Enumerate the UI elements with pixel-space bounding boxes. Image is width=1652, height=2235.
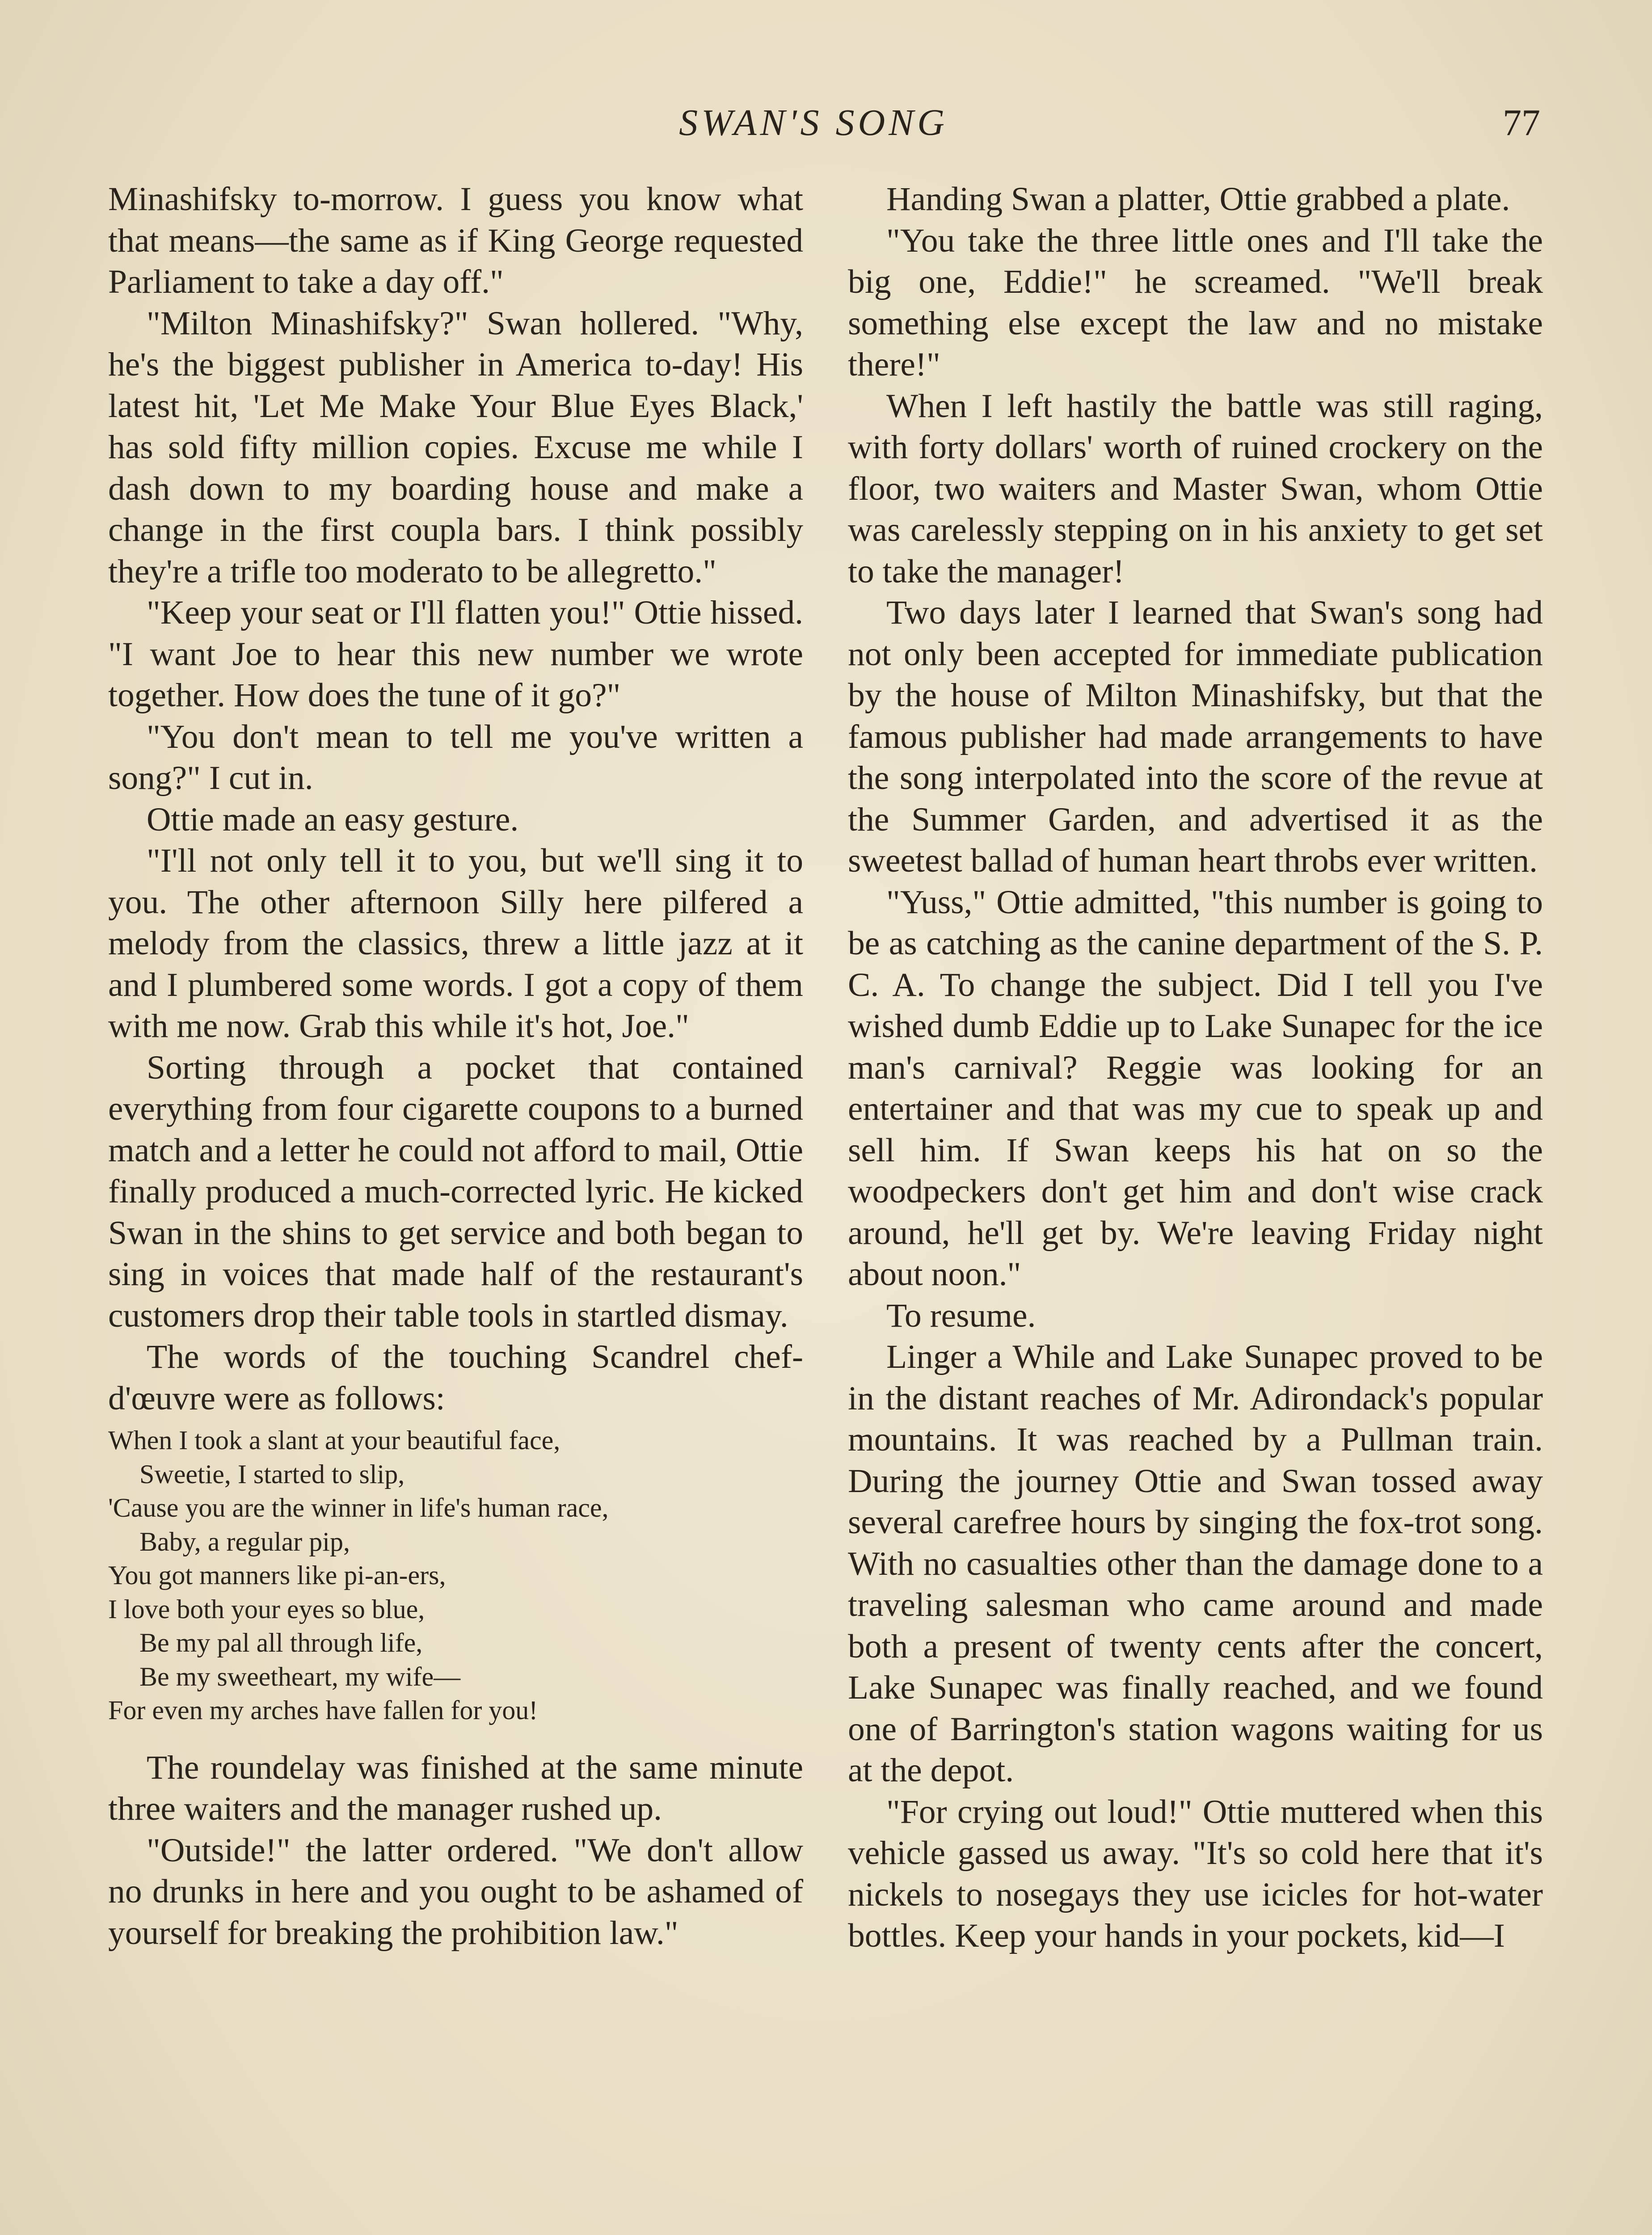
paragraph: "You take the three little ones and I'll take the big one, Eddie!" he screamed. "We'll break something else except the law and no mistake there!" (848, 222, 1543, 383)
paragraph: When I left hastily the battle was still raging, with forty dollars' worth of ruined crockery on the floor, two waiters and Master Swan, whom Ottie was carelessly stepping on in his anxiety to get set to take the manager! (848, 387, 1543, 590)
verse-line: For even my arches have fallen for you! (108, 1695, 538, 1725)
paragraph: "Keep your seat or I'll flatten you!" Ottie hissed. "I want Joe to hear this new number we wrote together. How does the tune of it go?" (108, 594, 803, 714)
paragraph: Handing Swan a platter, Ottie grabbed a plate. (886, 181, 1510, 218)
verse-line: You got manners like pi-an-ers, (108, 1560, 446, 1590)
paragraph: Linger a While and Lake Sunapec proved to be in the distant reaches of Mr. Adirondack's popular mountains. It was reached by a Pullman train. During the journey Ottie and Swan tossed away several carefree hours by singing the fox-trot song. With no casualties other than the damage done to a traveling salesman who came around and made both a present of twenty cents after the concert, Lake Sunapec was finally reached, and we found one of Barrington's station wagons waiting for us at the depot. (848, 1338, 1543, 1789)
right-column (848, 179, 1543, 1957)
verse-line: Be my pal all through life, (139, 1628, 423, 1657)
paragraph: "You don't mean to tell me you've written a song?" I cut in. (108, 718, 803, 797)
paragraph: "Yuss," Ottie admitted, "this number is going to be as catching as the canine department of the S. P. C. A. To change the subject. Did I tell you I've wished dumb Eddie up to Lake Sunapec for the ice man's carnival? Reggie was looking for an entertainer and that was my cue to speak up and sell him. If Swan keeps his hat on so the woodpeckers don't get him and don't wise crack around, he'll get by. We're leaving Friday night about noon." (848, 883, 1543, 1293)
verse-line: 'Cause you are the winner in life's human race, (108, 1493, 609, 1522)
song-lyrics (108, 1424, 803, 1728)
paragraph: "For crying out loud!" Ottie muttered when this vehicle gassed us away. "It's so cold here that it's nickels to nosegays they use icicles for hot-water bottles. Keep your hands in your pockets, kid—I (848, 1793, 1543, 1954)
paragraph: "Milton Minashifsky?" Swan hollered. "Why, he's the biggest publisher in America to-day! His latest hit, 'Let Me Make Your Blue Eyes Black,' has sold fifty million copies. Excuse me while I dash down to my boarding house and make a change in the first coupla bars. I think possibly they're a trifle too moderato to be allegretto." (108, 304, 803, 590)
paragraph: Ottie made an easy gesture. (147, 801, 519, 838)
verse-line: I love both your eyes so blue, (108, 1594, 425, 1624)
paragraph: Two days later I learned that Swan's song had not only been accepted for immediate publication by the house of Milton Minashifsky, but that the famous publisher had made arrangements to have the song interpolated into the score of the revue at the Summer Garden, and advertised it as the sweetest ballad of human heart throbs ever written. (848, 594, 1543, 879)
left-column (108, 179, 803, 1954)
verse-line: Be my sweetheart, my wife— (139, 1661, 461, 1691)
paragraph: The words of the touching Scandrel chef-d'œuvre were as follows: (108, 1338, 803, 1417)
paragraph: "Outside!" the latter ordered. "We don't allow no drunks in here and you ought to be ashamed of yourself for breaking the prohibition law." (108, 1831, 803, 1952)
paragraph: "I'll not only tell it to you, but we'll sing it to you. The other afternoon Silly here pilfered a melody from the classics, threw a little jazz at it and I plumbered some words. I got a copy of them with me now. Grab this while it's hot, Joe." (108, 842, 803, 1045)
verse-line: Sweetie, I started to slip, (139, 1459, 405, 1489)
paragraph: The roundelay was finished at the same minute three waiters and the manager rushed up. (108, 1749, 803, 1827)
running-head (0, 96, 1652, 150)
verse-line: Baby, a regular pip, (139, 1527, 350, 1556)
running-title: SWAN'S SONG (679, 102, 948, 143)
verse-line: When I took a slant at your beautiful face, (108, 1425, 560, 1455)
page-number: 77 (1503, 102, 1540, 143)
paragraph: Sorting through a pocket that contained everything from four cigarette coupons to a burned match and a letter he could not afford to mail, Ottie finally produced a much-corrected lyric. He kicked Swan in the shins to get service and both began to sing in voices that made half of the restaurant's customers drop their table tools in startled dismay. (108, 1049, 803, 1334)
paragraph: To resume. (886, 1297, 1036, 1334)
paragraph: Minashifsky to-morrow. I guess you know what that means—the same as if King George requested Parliament to take a day off." (108, 181, 803, 300)
